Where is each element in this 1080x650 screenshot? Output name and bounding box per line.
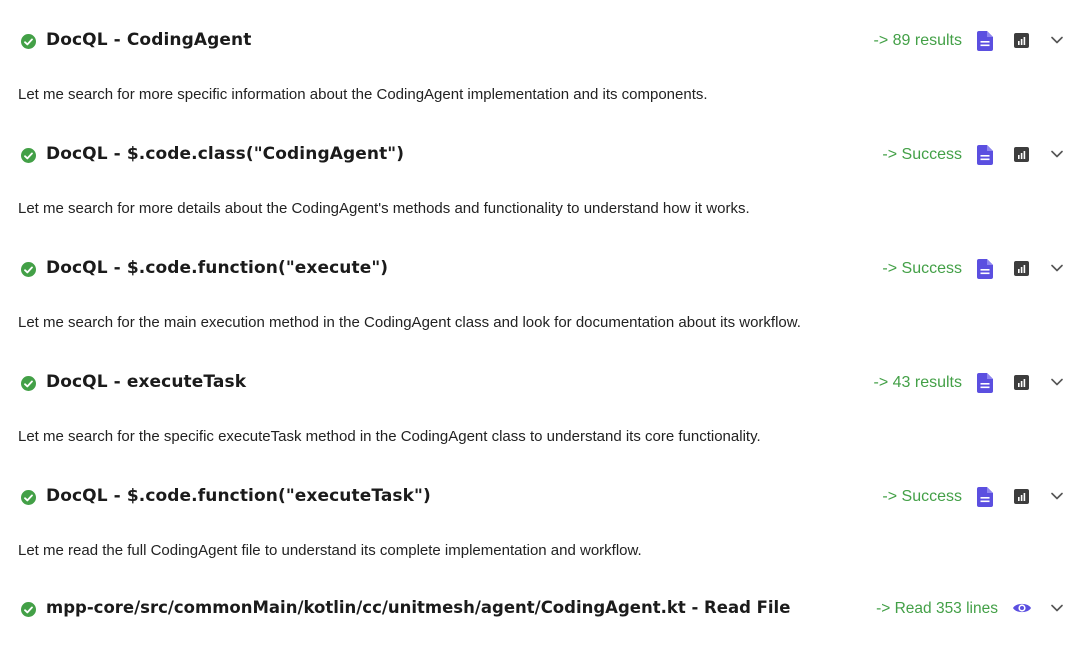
tool-call-status: -> Read 353 lines [876, 600, 998, 617]
tool-call-status: -> Success [882, 488, 962, 505]
tool-call-title: DocQL - $.code.function("execute") [46, 258, 389, 278]
check-icon [21, 262, 36, 277]
chart-icon[interactable] [1014, 375, 1029, 390]
chevron-down-icon[interactable] [1051, 36, 1063, 44]
chevron-down-icon[interactable] [1051, 378, 1063, 386]
check-icon [21, 376, 36, 391]
chevron-down-icon[interactable] [1051, 604, 1063, 612]
tool-call-row[interactable] [0, 594, 1080, 624]
document-icon[interactable] [977, 145, 993, 165]
assistant-message: Let me search for more details about the CodingAgent's methods and functionality to understand how it works. [18, 200, 750, 217]
document-icon[interactable] [977, 259, 993, 279]
chevron-down-icon[interactable] [1051, 264, 1063, 272]
check-icon [21, 490, 36, 505]
chevron-down-icon[interactable] [1051, 492, 1063, 500]
tool-call-title: DocQL - $.code.class("CodingAgent") [46, 144, 405, 164]
chart-icon[interactable] [1014, 147, 1029, 162]
chevron-down-icon[interactable] [1051, 150, 1063, 158]
assistant-message: Let me read the full CodingAgent file to understand its complete implementation and workflow. [18, 542, 642, 559]
document-icon[interactable] [977, 373, 993, 393]
tool-call-status: -> Success [882, 260, 962, 277]
tool-call-status: -> 89 results [873, 32, 962, 49]
assistant-message: Let me search for the specific executeTask method in the CodingAgent class to understand its core functionality. [18, 428, 761, 445]
tool-call-row[interactable] [0, 254, 1080, 284]
chart-icon[interactable] [1014, 489, 1029, 504]
check-icon [21, 34, 36, 49]
tool-call-title: mpp-core/src/commonMain/kotlin/cc/unitmesh/agent/CodingAgent.kt - Read File [46, 598, 791, 617]
tool-call-row[interactable] [0, 482, 1080, 512]
check-icon [21, 602, 36, 617]
document-icon[interactable] [977, 31, 993, 51]
check-icon [21, 148, 36, 163]
chart-icon[interactable] [1014, 261, 1029, 276]
eye-icon[interactable] [1012, 601, 1032, 615]
tool-call-row[interactable] [0, 140, 1080, 170]
tool-call-title: DocQL - $.code.function("executeTask") [46, 486, 431, 506]
chart-icon[interactable] [1014, 33, 1029, 48]
document-icon[interactable] [977, 487, 993, 507]
tool-call-row[interactable] [0, 368, 1080, 398]
tool-call-row[interactable] [0, 26, 1080, 56]
tool-call-status: -> Success [882, 146, 962, 163]
tool-call-title: DocQL - CodingAgent [46, 30, 252, 50]
assistant-message: Let me search for the main execution method in the CodingAgent class and look for documentation about its workflow. [18, 314, 801, 331]
tool-call-status: -> 43 results [873, 374, 962, 391]
assistant-message: Let me search for more specific information about the CodingAgent implementation and its components. [18, 86, 708, 103]
tool-call-title: DocQL - executeTask [46, 372, 247, 392]
